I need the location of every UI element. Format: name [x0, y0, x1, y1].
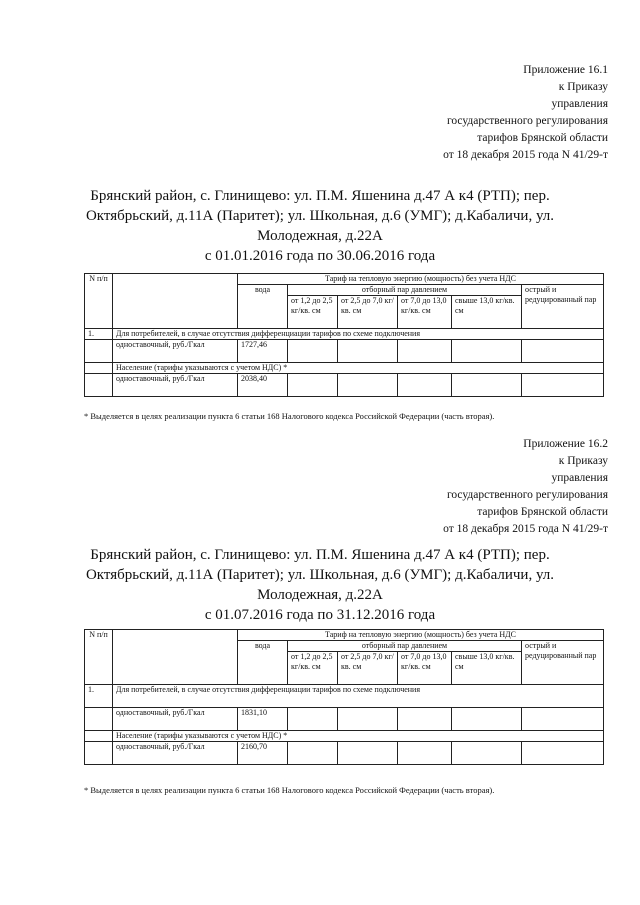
title-line: Октябрьский, д.11А (Паритет); ул. Школьная, д.6 (УМГ); д.Кабаличи, ул. [85, 567, 555, 583]
header-sharp-steam: острый и редуцированный пар [522, 641, 604, 685]
header-tariff-title: Тариф на тепловую энергию (мощность) без учета НДС [238, 630, 604, 641]
header-steam-title: отборный пар давлением [288, 285, 522, 296]
period-line: с 01.07.2016 года по 31.12.2016 года [204, 607, 436, 623]
appendix-authority-line: государственного регулирования [446, 489, 608, 501]
rate-label: одноставочный, руб./Гкал [113, 340, 238, 363]
rate-label: одноставочный, руб./Гкал [113, 708, 238, 731]
table-row [85, 374, 604, 397]
row-number: 1. [85, 329, 113, 340]
pop-rate-value: 2038,40 [238, 374, 288, 397]
header-tariff-title: Тариф на тепловую энергию (мощность) без учета НДС [238, 274, 604, 285]
header-steam-title: отборный пар давлением [288, 641, 522, 652]
period-line: с 01.01.2016 года по 30.06.2016 года [204, 248, 436, 264]
pop-rate-label: одноставочный, руб./Гкал [113, 742, 238, 765]
header-water: вода [238, 285, 288, 329]
row-number: 1. [85, 685, 113, 708]
pop-rate-label: одноставочный, руб./Гкал [113, 374, 238, 397]
appendix-authority-line: тарифов Брянской области [477, 506, 608, 518]
tariff-table-2 [84, 629, 604, 765]
appendix-authority-line: управления [551, 98, 608, 110]
header-pressure-1: от 1,2 до 2,5 кг/кв. см [288, 296, 338, 329]
title-line: Брянский район, с. Глинищево: ул. П.М. Яшенина д.47 А к4 (РТП); пер. [90, 547, 550, 563]
header-pressure-3: от 7,0 до 13,0 кг/кв. см [398, 652, 452, 685]
appendix-authority-line: государственного регулирования [446, 115, 608, 127]
population-label: Население (тарифы указываются с учетом НДС) * [113, 363, 604, 374]
appendix-number: Приложение 16.1 [523, 64, 608, 76]
consumers-label: Для потребителей, в случае отсутствия дифференциации тарифов по схеме подключения [113, 329, 604, 340]
population-label: Население (тарифы указываются с учетом НДС) * [113, 731, 604, 742]
pop-rate-value: 2160,70 [238, 742, 288, 765]
header-pressure-4: свыше 13,0 кг/кв. см [452, 296, 522, 329]
consumers-label: Для потребителей, в случае отсутствия дифференциации тарифов по схеме подключения [113, 685, 604, 708]
rate-value: 1727,46 [238, 340, 288, 363]
header-pressure-2: от 2,5 до 7,0 кг/кв. см [338, 652, 398, 685]
header-water: вода [238, 641, 288, 685]
title-line: Молодежная, д.22А [257, 228, 383, 244]
footnote-1: * Выделяется в целях реализации пункта 6 статьи 168 Налогового кодекса Российской Федерации (часть вторая). [84, 411, 495, 421]
section-title-2 [80, 545, 560, 625]
header-num: N п/п [85, 274, 113, 329]
rate-value: 1831,10 [238, 708, 288, 731]
appendix-date-line: от 18 декабря 2015 года N 41/29-т [443, 149, 608, 161]
appendix-order-line: к Приказу [558, 81, 608, 93]
header-pressure-2: от 2,5 до 7,0 кг/кв. см [338, 296, 398, 329]
table-row [85, 742, 604, 765]
header-empty [113, 630, 238, 685]
appendix-authority-line: управления [551, 472, 608, 484]
title-line: Брянский район, с. Глинищево: ул. П.М. Яшенина д.47 А к4 (РТП); пер. [90, 188, 550, 204]
appendix-block-1 [443, 62, 608, 164]
title-line: Молодежная, д.22А [257, 587, 383, 603]
table-row [85, 708, 604, 731]
appendix-number: Приложение 16.2 [523, 438, 608, 450]
footnote-2: * Выделяется в целях реализации пункта 6 статьи 168 Налогового кодекса Российской Федерации (часть вторая). [84, 785, 495, 795]
section-title-1 [80, 186, 560, 266]
tariff-table-1 [84, 273, 604, 397]
header-pressure-4: свыше 13,0 кг/кв. см [452, 652, 522, 685]
header-pressure-1: от 1,2 до 2,5 кг/кв. см [288, 652, 338, 685]
appendix-authority-line: тарифов Брянской области [477, 132, 608, 144]
table-row [85, 340, 604, 363]
header-pressure-3: от 7,0 до 13,0 кг/кв. см [398, 296, 452, 329]
header-num: N п/п [85, 630, 113, 685]
appendix-block-2 [443, 436, 608, 538]
appendix-date-line: от 18 декабря 2015 года N 41/29-т [443, 523, 608, 535]
header-sharp-steam: острый и редуцированный пар [522, 285, 604, 329]
appendix-order-line: к Приказу [558, 455, 608, 467]
title-line: Октябрьский, д.11А (Паритет); ул. Школьная, д.6 (УМГ); д.Кабаличи, ул. [85, 208, 555, 224]
header-empty [113, 274, 238, 329]
